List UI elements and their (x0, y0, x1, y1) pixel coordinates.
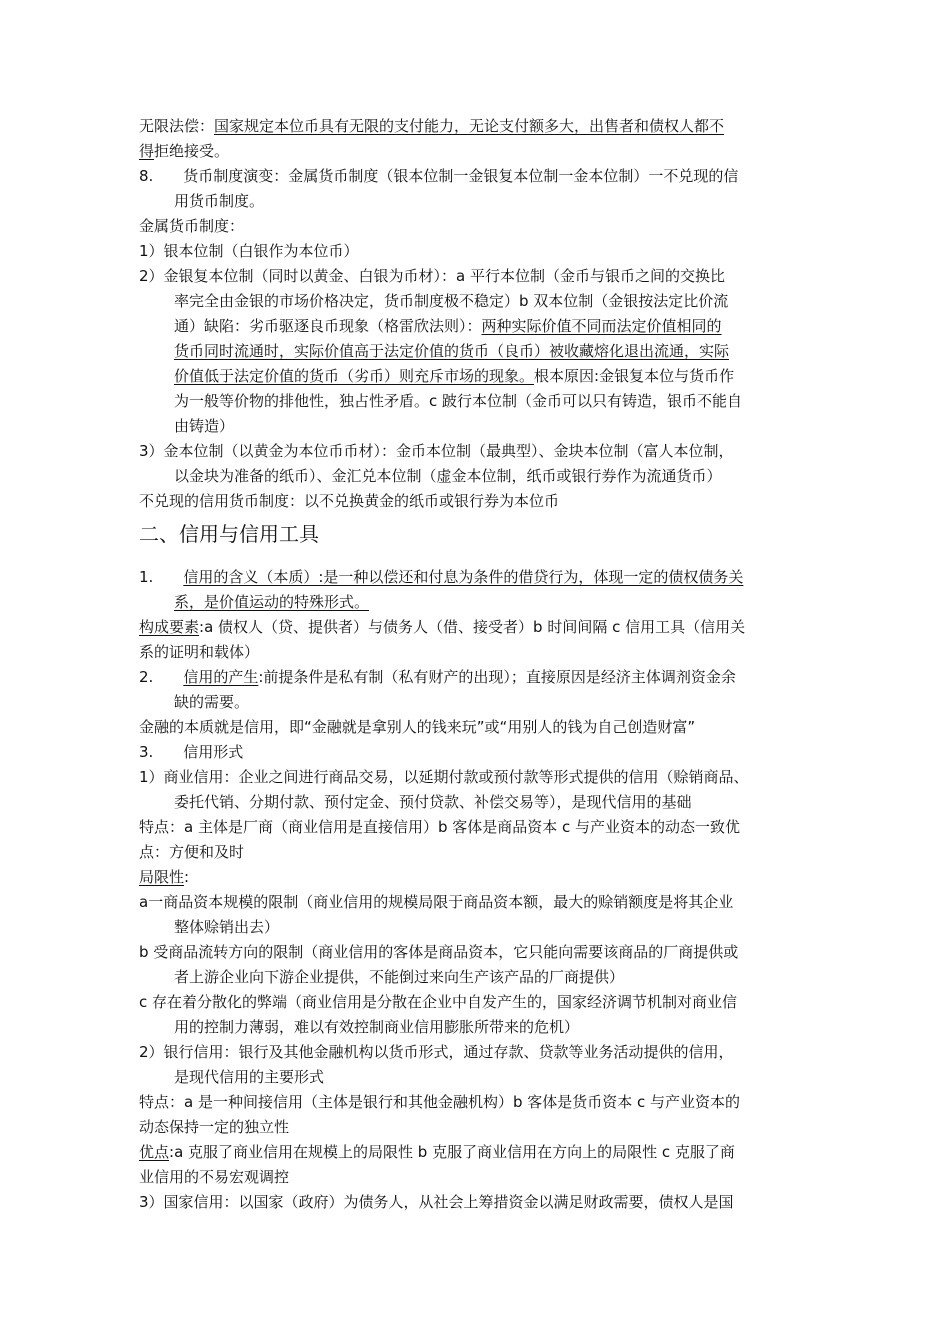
paragraph-line: 业信用的不易宏观调控 (139, 1168, 290, 1186)
paragraph-line: 金融的本质就是信用，即“金融就是拿别人的钱来玩”或“用别人的钱为自己创造财富” (139, 718, 696, 736)
list-item-continuation: 是现代信用的主要形式 (174, 1068, 325, 1086)
list-item: 3）国家信用：以国家（政府）为债务人，从社会上筹措资金以满足财政需要，债权人是国 (139, 1193, 734, 1211)
paragraph-line: 无限法偿：国家规定本位币具有无限的支付能力，无论支付额多大，出售者和债权人都不 (139, 117, 725, 135)
list-item: 2）银行信用：银行及其他金融机构以货币形式，通过存款、贷款等业务活动提供的信用， (139, 1043, 734, 1061)
list-item: 8. 货币制度演变：金属货币制度（银本位制一金银复本位制一金本位制）一不兑现的信 (139, 167, 739, 185)
paragraph-line: 系的证明和载体） (139, 643, 260, 661)
paragraph-line: 得拒绝接受。 (139, 142, 230, 160)
list-item-continuation: 缺的需要。 (174, 693, 250, 711)
list-item: a一商品资本规模的限制（商业信用的规模局限于商品资本额，最大的赊销额度是将其企业 (139, 893, 734, 911)
list-item: 1）商业信用：企业之间进行商品交易，以延期付款或预付款等形式提供的信用（赊销商品、 (139, 768, 749, 786)
list-item-continuation: 货币同时流通时，实际价值高于法定价值的货币（良币）被收藏熔化退出流通，实际 (174, 342, 730, 360)
list-item-continuation: 由铸造） (174, 417, 235, 435)
list-item: b 受商品流转方向的限制（商业信用的客体是商品资本，它只能向需要该商品的厂商提供或 (139, 943, 739, 961)
paragraph-line: 构成要素:a 债权人（贷、提供者）与债务人（借、接受者）b 时间间隔 c 信用工具（信用关 (139, 618, 746, 636)
paragraph-line: 动态保持一定的独立性 (139, 1118, 290, 1136)
list-item-continuation: 用货币制度。 (174, 192, 265, 210)
section-heading: 二、信用与信用工具 (139, 522, 319, 546)
list-item-continuation: 以金块为准备的纸币）、金汇兑本位制（虚金本位制，纸币或银行券作为流通货币） (174, 467, 722, 485)
list-item: 1）银本位制（白银作为本位币） (139, 242, 359, 260)
list-item: 3）金本位制（以黄金为本位币币材）：金币本位制（最典型）、金块本位制（富人本位制， (139, 442, 734, 460)
list-item-continuation: 者上游企业向下游企业提供，不能倒过来向生产该产品的厂商提供） (174, 968, 625, 986)
list-item-continuation: 整体赊销出去） (174, 918, 280, 936)
paragraph-line: 特点：a 是一种间接信用（主体是银行和其他金融机构）b 客体是货币资本 c 与产业资本的 (139, 1093, 741, 1111)
list-item-continuation: 系，是价值运动的特殊形式。 (174, 593, 370, 611)
list-item: 1. 信用的含义（本质）:是一种以偿还和付息为条件的借贷行为，体现一定的债权债务关 (139, 568, 744, 586)
paragraph-line: 点：方便和及时 (139, 843, 245, 861)
list-item-continuation: 委托代销、分期付款、预付定金、预付贷款、补偿交易等），是现代信用的基础 (174, 793, 692, 811)
list-item-continuation: 率完全由金银的市场价格决定，货币制度极不稳定）b 双本位制（金银按法定比价流 (174, 292, 729, 310)
paragraph-line: 局限性: (139, 868, 190, 886)
paragraph-line: 特点：a 主体是厂商（商业信用是直接信用）b 客体是商品资本 c 与产业资本的动态一致优 (139, 818, 741, 836)
list-item: c 存在着分散化的弊端（商业信用是分散在企业中自发产生的，国家经济调节机制对商业信 (139, 993, 738, 1011)
paragraph-line: 不兑现的信用货币制度：以不兑换黄金的纸币或银行券为本位币 (139, 492, 560, 510)
list-item: 3. 信用形式 (139, 743, 244, 761)
list-item-continuation: 价值低于法定价值的货币（劣币）则充斥市场的现象。根本原因:金银复本位与货币作 (174, 367, 735, 385)
list-item-continuation: 为一般等价物的排他性，独占性矛盾。c 跛行本位制（金币可以只有铸造，银币不能自 (174, 392, 743, 410)
list-item: 2. 信用的产生:前提条件是私有制（私有财产的出现）；直接原因是经济主体调剂资金余 (139, 668, 736, 686)
list-item-continuation: 用的控制力薄弱，难以有效控制商业信用膨胀所带来的危机） (174, 1018, 580, 1036)
paragraph-line: 金属货币制度： (139, 217, 245, 235)
paragraph-line: 优点:a 克服了商业信用在规模上的局限性 b 克服了商业信用在方向上的局限性 c 克服了商 (139, 1143, 735, 1161)
list-item: 2）金银复本位制（同时以黄金、白银为币材）：a 平行本位制（金币与银币之间的交换比 (139, 267, 726, 285)
list-item-continuation: 通）缺陷：劣币驱逐良币现象（格雷欣法则）：两种实际价值不同而法定价值相同的 (174, 317, 722, 335)
